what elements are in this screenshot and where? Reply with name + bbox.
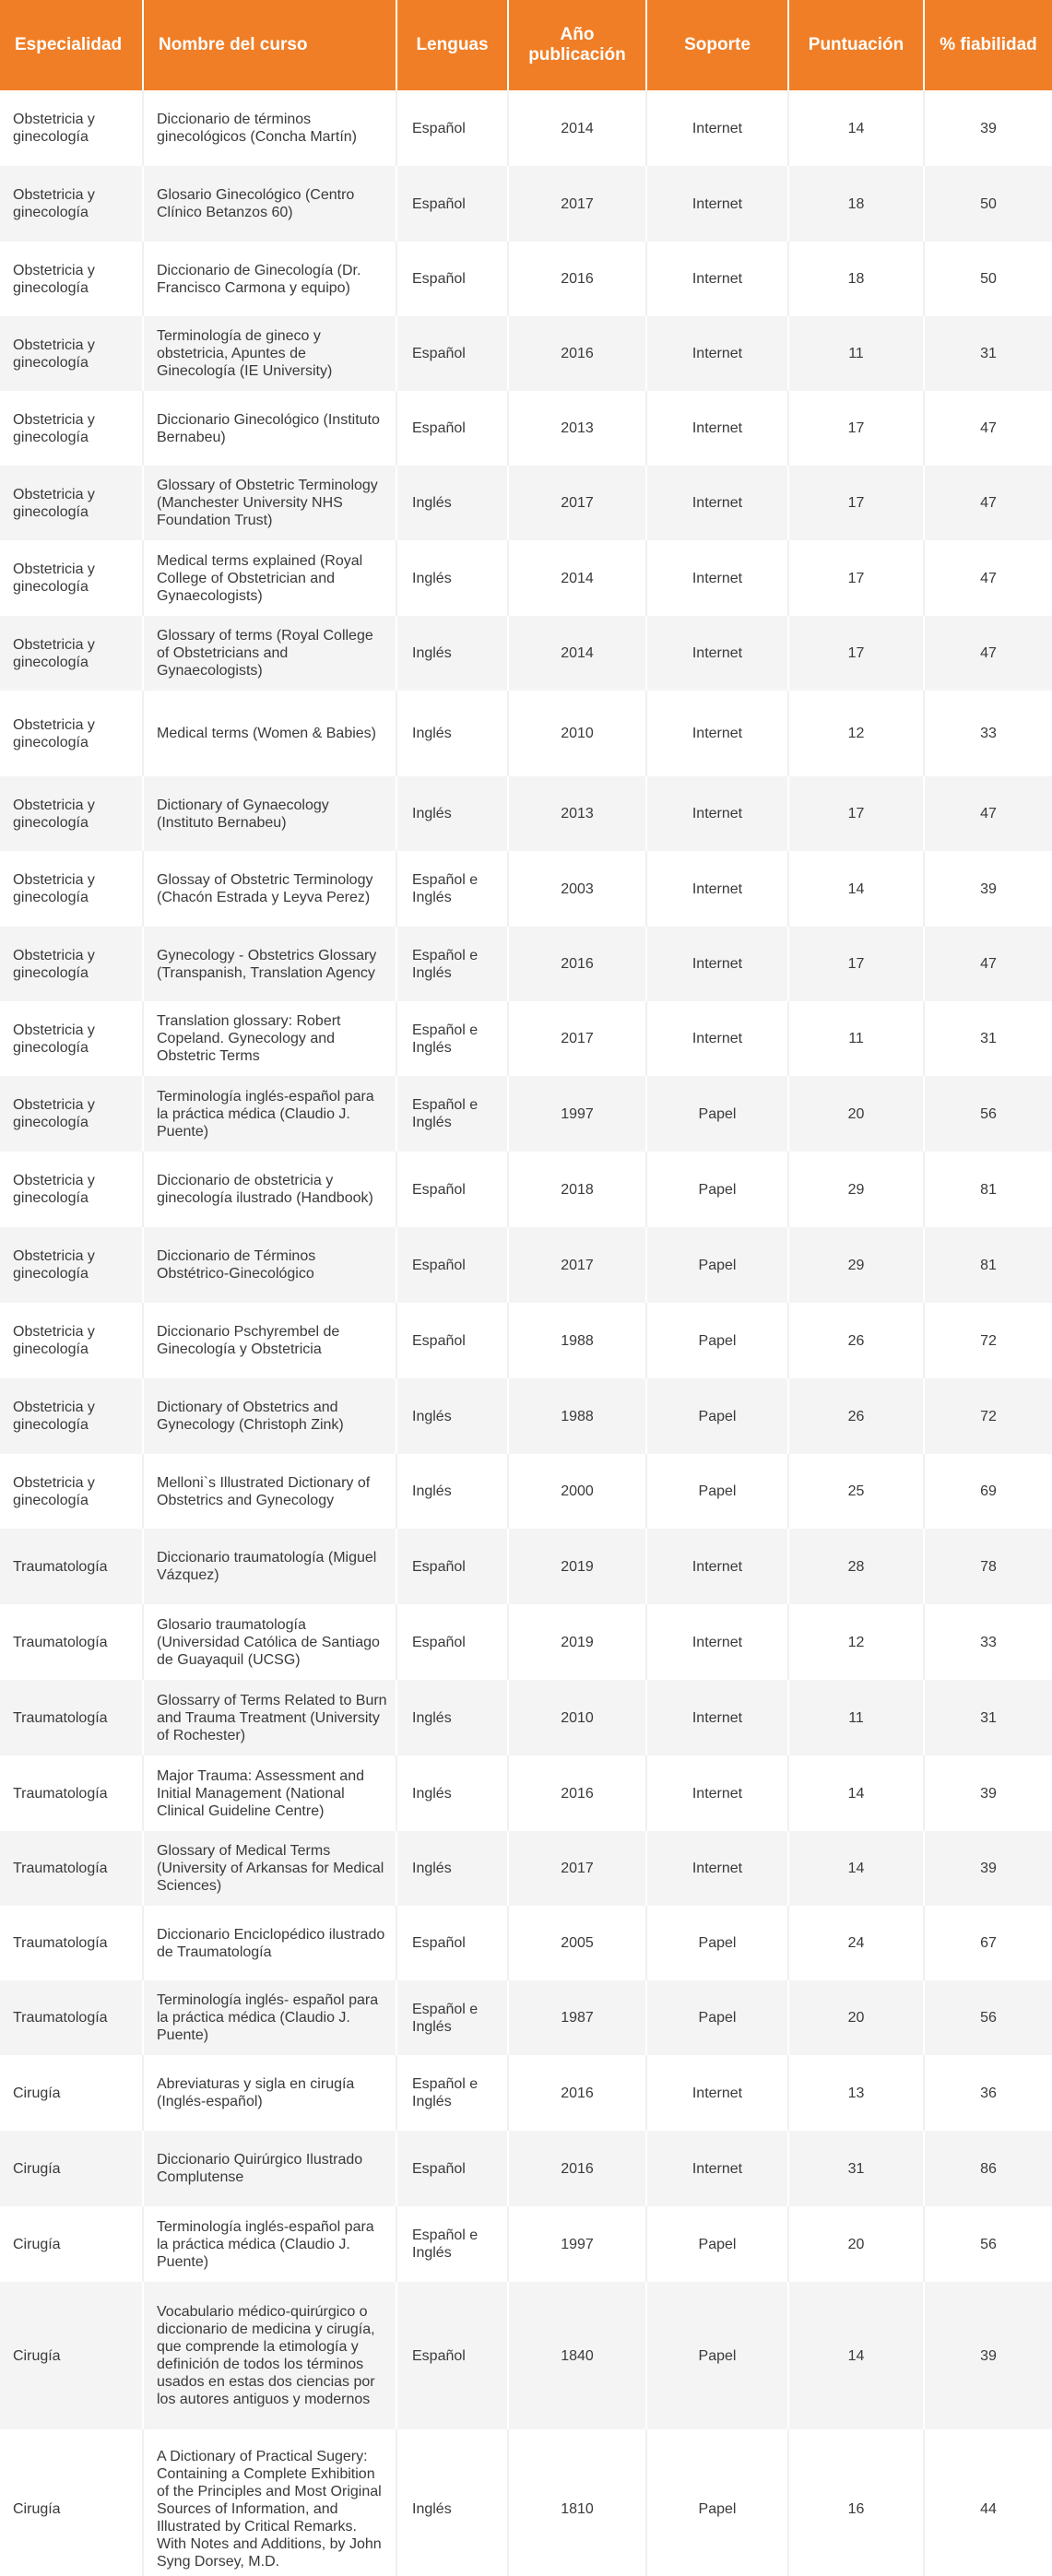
- table-row: [0, 1529, 1052, 1604]
- cell-soporte: Papel: [646, 1454, 788, 1529]
- table-row: [0, 1831, 1052, 1906]
- cell-puntuacion: 29: [788, 1152, 924, 1227]
- cell-nombre-curso: Dictionary of Obstetrics and Gynecology (Christoph Zink): [143, 1378, 396, 1454]
- cell-fiabilidad: 47: [924, 466, 1052, 540]
- cell-nombre-curso: Terminología inglés- español para la práctica médica (Claudio J. Puente): [143, 1980, 396, 2055]
- cell-fiabilidad: 69: [924, 1454, 1052, 1529]
- cell-nombre-curso: Glossarry of Terms Related to Burn and Trauma Treatment (University of Rochester): [143, 1680, 396, 1755]
- cell-fiabilidad: 47: [924, 927, 1052, 1001]
- cell-especialidad: Obstetricia y ginecología: [0, 927, 143, 1001]
- cell-puntuacion: 14: [788, 1755, 924, 1831]
- cell-fiabilidad: 86: [924, 2131, 1052, 2206]
- cell-anio: 1988: [508, 1303, 646, 1378]
- cell-nombre-curso: Diccionario de obstetricia y ginecología ilustrado (Handbook): [143, 1152, 396, 1227]
- cell-anio: 2016: [508, 1755, 646, 1831]
- cell-nombre-curso: Medical terms (Women & Babies): [143, 691, 396, 776]
- cell-lenguas: Español: [396, 90, 508, 166]
- cell-soporte: Papel: [646, 1906, 788, 1980]
- cell-lenguas: Inglés: [396, 540, 508, 616]
- cell-nombre-curso: Melloni`s Illustrated Dictionary of Obstetrics and Gynecology: [143, 1454, 396, 1529]
- cell-puntuacion: 28: [788, 1529, 924, 1604]
- cell-puntuacion: 24: [788, 1906, 924, 1980]
- cell-lenguas: Inglés: [396, 691, 508, 776]
- cell-fiabilidad: 67: [924, 1906, 1052, 1980]
- cell-anio: 1810: [508, 2429, 646, 2576]
- table-row: [0, 1980, 1052, 2055]
- cell-lenguas: Español e Inglés: [396, 2055, 508, 2131]
- cell-fiabilidad: 81: [924, 1227, 1052, 1303]
- cell-lenguas: Español: [396, 2131, 508, 2206]
- cell-especialidad: Traumatología: [0, 1831, 143, 1906]
- cell-puntuacion: 20: [788, 1980, 924, 2055]
- cell-especialidad: Cirugía: [0, 2206, 143, 2282]
- cell-puntuacion: 31: [788, 2131, 924, 2206]
- cell-especialidad: Obstetricia y ginecología: [0, 1378, 143, 1454]
- cell-nombre-curso: Diccionario Pschyrembel de Ginecología y Obstetricia: [143, 1303, 396, 1378]
- cell-fiabilidad: 44: [924, 2429, 1052, 2576]
- cell-soporte: Internet: [646, 2131, 788, 2206]
- cell-lenguas: Español: [396, 1529, 508, 1604]
- cell-soporte: Papel: [646, 2206, 788, 2282]
- cell-lenguas: Inglés: [396, 1378, 508, 1454]
- cell-puntuacion: 14: [788, 851, 924, 927]
- cell-fiabilidad: 81: [924, 1152, 1052, 1227]
- cell-soporte: Internet: [646, 2055, 788, 2131]
- cell-puntuacion: 20: [788, 2206, 924, 2282]
- cell-nombre-curso: Glosario traumatología (Universidad Católica de Santiago de Guayaquil (UCSG): [143, 1604, 396, 1680]
- cell-lenguas: Español e Inglés: [396, 1001, 508, 1076]
- cell-lenguas: Español: [396, 391, 508, 466]
- table-row: [0, 616, 1052, 691]
- cell-fiabilidad: 39: [924, 90, 1052, 166]
- table-row: [0, 166, 1052, 242]
- cell-fiabilidad: 50: [924, 166, 1052, 242]
- cell-puntuacion: 17: [788, 540, 924, 616]
- cell-fiabilidad: 56: [924, 1980, 1052, 2055]
- cell-soporte: Internet: [646, 391, 788, 466]
- header-puntuacion: Puntuación: [788, 0, 924, 90]
- cell-puntuacion: 11: [788, 316, 924, 391]
- cell-puntuacion: 11: [788, 1680, 924, 1755]
- cell-anio: 2016: [508, 316, 646, 391]
- cell-anio: 2016: [508, 242, 646, 316]
- cell-especialidad: Obstetricia y ginecología: [0, 1152, 143, 1227]
- cell-soporte: Internet: [646, 616, 788, 691]
- table-row: [0, 1454, 1052, 1529]
- cell-puntuacion: 17: [788, 927, 924, 1001]
- table-row: [0, 2206, 1052, 2282]
- cell-nombre-curso: Gynecology - Obstetrics Glossary (Transpanish, Translation Agency: [143, 927, 396, 1001]
- cell-fiabilidad: 33: [924, 691, 1052, 776]
- cell-especialidad: Obstetricia y ginecología: [0, 1001, 143, 1076]
- cell-anio: 2017: [508, 166, 646, 242]
- cell-especialidad: Obstetricia y ginecología: [0, 1227, 143, 1303]
- cell-fiabilidad: 33: [924, 1604, 1052, 1680]
- table-row: [0, 691, 1052, 776]
- table-row: [0, 1378, 1052, 1454]
- cell-anio: 2017: [508, 1227, 646, 1303]
- table-row: [0, 2282, 1052, 2429]
- cell-soporte: Internet: [646, 1604, 788, 1680]
- cell-especialidad: Obstetricia y ginecología: [0, 90, 143, 166]
- cell-soporte: Internet: [646, 691, 788, 776]
- cell-especialidad: Traumatología: [0, 1906, 143, 1980]
- cell-puntuacion: 29: [788, 1227, 924, 1303]
- cell-especialidad: Obstetricia y ginecología: [0, 391, 143, 466]
- table-row: [0, 466, 1052, 540]
- table-row: [0, 1303, 1052, 1378]
- cell-nombre-curso: Diccionario de Términos Obstétrico-Ginecológico: [143, 1227, 396, 1303]
- cell-nombre-curso: Diccionario de términos ginecológicos (Concha Martín): [143, 90, 396, 166]
- cell-especialidad: Obstetricia y ginecología: [0, 851, 143, 927]
- cell-lenguas: Español e Inglés: [396, 2206, 508, 2282]
- cell-lenguas: Inglés: [396, 1454, 508, 1529]
- cell-puntuacion: 17: [788, 776, 924, 851]
- cell-nombre-curso: Glossay of Obstetric Terminology (Chacón Estrada y Leyva Perez): [143, 851, 396, 927]
- cell-fiabilidad: 72: [924, 1378, 1052, 1454]
- cell-soporte: Papel: [646, 1378, 788, 1454]
- cell-lenguas: Inglés: [396, 1755, 508, 1831]
- cell-especialidad: Obstetricia y ginecología: [0, 776, 143, 851]
- cell-anio: 2017: [508, 1001, 646, 1076]
- cell-nombre-curso: Diccionario Quirúrgico Ilustrado Complutense: [143, 2131, 396, 2206]
- cell-puntuacion: 18: [788, 166, 924, 242]
- cell-lenguas: Español: [396, 316, 508, 391]
- cell-anio: 2016: [508, 2131, 646, 2206]
- cell-soporte: Papel: [646, 2282, 788, 2429]
- cell-nombre-curso: Glossary of Obstetric Terminology (Manchester University NHS Foundation Trust): [143, 466, 396, 540]
- table-row: [0, 1227, 1052, 1303]
- cell-fiabilidad: 50: [924, 242, 1052, 316]
- table-row: [0, 391, 1052, 466]
- cell-soporte: Internet: [646, 90, 788, 166]
- cell-puntuacion: 18: [788, 242, 924, 316]
- cell-fiabilidad: 47: [924, 391, 1052, 466]
- header-especialidad: Especialidad: [0, 0, 143, 90]
- cell-especialidad: Obstetricia y ginecología: [0, 1303, 143, 1378]
- cell-soporte: Papel: [646, 1076, 788, 1152]
- cell-fiabilidad: 78: [924, 1529, 1052, 1604]
- cell-soporte: Papel: [646, 2429, 788, 2576]
- table-row: [0, 851, 1052, 927]
- cell-nombre-curso: Terminología inglés-español para la práctica médica (Claudio J. Puente): [143, 1076, 396, 1152]
- cell-puntuacion: 13: [788, 2055, 924, 2131]
- cell-lenguas: Español: [396, 1152, 508, 1227]
- table-row: [0, 1680, 1052, 1755]
- cell-especialidad: Obstetricia y ginecología: [0, 540, 143, 616]
- cell-puntuacion: 12: [788, 691, 924, 776]
- cell-lenguas: Inglés: [396, 2429, 508, 2576]
- header-soporte: Soporte: [646, 0, 788, 90]
- cell-anio: 2018: [508, 1152, 646, 1227]
- cell-soporte: Internet: [646, 1680, 788, 1755]
- cell-fiabilidad: 39: [924, 1755, 1052, 1831]
- cell-especialidad: Obstetricia y ginecología: [0, 316, 143, 391]
- cell-nombre-curso: Medical terms explained (Royal College of Obstetrician and Gynaecologists): [143, 540, 396, 616]
- header-anio-publicacion: Año publicación: [508, 0, 646, 90]
- cell-anio: 2010: [508, 1680, 646, 1755]
- cell-fiabilidad: 31: [924, 1680, 1052, 1755]
- cell-especialidad: Traumatología: [0, 1980, 143, 2055]
- cell-anio: 2019: [508, 1529, 646, 1604]
- header-nombre-curso: Nombre del curso: [143, 0, 396, 90]
- cell-soporte: Internet: [646, 1755, 788, 1831]
- cell-fiabilidad: 47: [924, 616, 1052, 691]
- table-row: [0, 1906, 1052, 1980]
- cell-nombre-curso: Diccionario Ginecológico (Instituto Bernabeu): [143, 391, 396, 466]
- cell-lenguas: Inglés: [396, 776, 508, 851]
- cell-lenguas: Español e Inglés: [396, 927, 508, 1001]
- cell-anio: 2013: [508, 776, 646, 851]
- cell-puntuacion: 17: [788, 616, 924, 691]
- cell-lenguas: Español: [396, 1303, 508, 1378]
- cell-soporte: Papel: [646, 1227, 788, 1303]
- table-row: [0, 316, 1052, 391]
- cell-puntuacion: 14: [788, 1831, 924, 1906]
- header-lenguas: Lenguas: [396, 0, 508, 90]
- cell-soporte: Internet: [646, 1831, 788, 1906]
- cell-lenguas: Inglés: [396, 1831, 508, 1906]
- cell-fiabilidad: 72: [924, 1303, 1052, 1378]
- cell-nombre-curso: Terminología inglés-español para la práctica médica (Claudio J. Puente): [143, 2206, 396, 2282]
- cell-anio: 2016: [508, 2055, 646, 2131]
- cell-nombre-curso: Vocabulario médico-quirúrgico o diccionario de medicina y cirugía, que comprende la etimología y definición de todos los términos usados en estas dos ciencias por los autores antiguos y modernos: [143, 2282, 396, 2429]
- cell-especialidad: Obstetricia y ginecología: [0, 1454, 143, 1529]
- cell-especialidad: Obstetricia y ginecología: [0, 242, 143, 316]
- cell-soporte: Papel: [646, 1152, 788, 1227]
- table-body: [0, 90, 1052, 2576]
- cell-nombre-curso: Major Trauma: Assessment and Initial Management (National Clinical Guideline Centre): [143, 1755, 396, 1831]
- cell-soporte: Internet: [646, 1001, 788, 1076]
- cell-lenguas: Inglés: [396, 466, 508, 540]
- cell-fiabilidad: 36: [924, 2055, 1052, 2131]
- cell-nombre-curso: Glossary of Medical Terms (University of Arkansas for Medical Sciences): [143, 1831, 396, 1906]
- cell-anio: 2010: [508, 691, 646, 776]
- header-fiabilidad: % fiabilidad: [924, 0, 1052, 90]
- cell-especialidad: Obstetricia y ginecología: [0, 1076, 143, 1152]
- table-row: [0, 1076, 1052, 1152]
- cell-lenguas: Español: [396, 242, 508, 316]
- table-row: [0, 2055, 1052, 2131]
- table-row: [0, 1755, 1052, 1831]
- cell-nombre-curso: Diccionario de Ginecología (Dr. Francisco Carmona y equipo): [143, 242, 396, 316]
- cell-especialidad: Obstetricia y ginecología: [0, 466, 143, 540]
- cell-soporte: Internet: [646, 851, 788, 927]
- cell-soporte: Papel: [646, 1303, 788, 1378]
- cell-nombre-curso: Glossary of terms (Royal College of Obstetricians and Gynaecologists): [143, 616, 396, 691]
- cell-especialidad: Cirugía: [0, 2429, 143, 2576]
- table-header-row: [0, 0, 1052, 90]
- table-row: [0, 2131, 1052, 2206]
- cell-soporte: Internet: [646, 466, 788, 540]
- cell-puntuacion: 26: [788, 1378, 924, 1454]
- cell-nombre-curso: Diccionario traumatología (Miguel Vázquez): [143, 1529, 396, 1604]
- cell-especialidad: Cirugía: [0, 2055, 143, 2131]
- cell-especialidad: Traumatología: [0, 1604, 143, 1680]
- table-row: [0, 1001, 1052, 1076]
- table-row: [0, 2429, 1052, 2576]
- cell-lenguas: Inglés: [396, 616, 508, 691]
- cell-puntuacion: 17: [788, 466, 924, 540]
- cell-anio: 2017: [508, 466, 646, 540]
- cell-anio: 1987: [508, 1980, 646, 2055]
- cell-especialidad: Cirugía: [0, 2131, 143, 2206]
- cell-puntuacion: 14: [788, 90, 924, 166]
- cell-puntuacion: 20: [788, 1076, 924, 1152]
- cell-soporte: Internet: [646, 316, 788, 391]
- cell-fiabilidad: 56: [924, 2206, 1052, 2282]
- cell-fiabilidad: 47: [924, 776, 1052, 851]
- cell-anio: 1840: [508, 2282, 646, 2429]
- table-row: [0, 927, 1052, 1001]
- cell-lenguas: Español: [396, 166, 508, 242]
- cell-lenguas: Inglés: [396, 1680, 508, 1755]
- table-row: [0, 90, 1052, 166]
- cell-anio: 1997: [508, 1076, 646, 1152]
- cell-anio: 2014: [508, 90, 646, 166]
- cell-soporte: Internet: [646, 166, 788, 242]
- table-row: [0, 776, 1052, 851]
- table-row: [0, 1604, 1052, 1680]
- cell-soporte: Internet: [646, 1529, 788, 1604]
- cell-nombre-curso: Terminología de gineco y obstetricia, Apuntes de Ginecología (IE University): [143, 316, 396, 391]
- cell-nombre-curso: Diccionario Enciclopédico ilustrado de Traumatología: [143, 1906, 396, 1980]
- cell-lenguas: Español: [396, 2282, 508, 2429]
- cell-nombre-curso: Dictionary of Gynaecology (Instituto Bernabeu): [143, 776, 396, 851]
- cell-especialidad: Traumatología: [0, 1755, 143, 1831]
- cell-fiabilidad: 31: [924, 316, 1052, 391]
- cell-fiabilidad: 31: [924, 1001, 1052, 1076]
- cell-soporte: Internet: [646, 242, 788, 316]
- cell-especialidad: Traumatología: [0, 1680, 143, 1755]
- cell-puntuacion: 14: [788, 2282, 924, 2429]
- cell-lenguas: Español e Inglés: [396, 1076, 508, 1152]
- cell-puntuacion: 16: [788, 2429, 924, 2576]
- table-row: [0, 1152, 1052, 1227]
- cell-anio: 2000: [508, 1454, 646, 1529]
- cell-especialidad: Obstetricia y ginecología: [0, 691, 143, 776]
- cell-lenguas: Español e Inglés: [396, 1980, 508, 2055]
- cell-anio: 2003: [508, 851, 646, 927]
- cell-puntuacion: 25: [788, 1454, 924, 1529]
- table-row: [0, 540, 1052, 616]
- table-row: [0, 242, 1052, 316]
- cell-fiabilidad: 47: [924, 540, 1052, 616]
- cell-nombre-curso: A Dictionary of Practical Sugery: Containing a Complete Exhibition of the Principles and Most Original Sources of Information, and Illustrated by Critical Remarks. With Notes and Additions, by John Syng Dorsey, M.D.: [143, 2429, 396, 2576]
- cell-especialidad: Obstetricia y ginecología: [0, 616, 143, 691]
- cell-anio: 2013: [508, 391, 646, 466]
- cell-nombre-curso: Translation glossary: Robert Copeland. Gynecology and Obstetric Terms: [143, 1001, 396, 1076]
- cell-especialidad: Cirugía: [0, 2282, 143, 2429]
- cell-lenguas: Español: [396, 1227, 508, 1303]
- cell-anio: 1997: [508, 2206, 646, 2282]
- cell-anio: 2016: [508, 927, 646, 1001]
- cell-puntuacion: 26: [788, 1303, 924, 1378]
- cell-lenguas: Español e Inglés: [396, 851, 508, 927]
- cell-fiabilidad: 39: [924, 1831, 1052, 1906]
- cell-soporte: Papel: [646, 1980, 788, 2055]
- cell-puntuacion: 17: [788, 391, 924, 466]
- cell-especialidad: Traumatología: [0, 1529, 143, 1604]
- cell-fiabilidad: 39: [924, 851, 1052, 927]
- cell-lenguas: Español: [396, 1906, 508, 1980]
- cell-fiabilidad: 39: [924, 2282, 1052, 2429]
- cell-nombre-curso: Glosario Ginecológico (Centro Clínico Betanzos 60): [143, 166, 396, 242]
- cell-anio: 1988: [508, 1378, 646, 1454]
- cell-anio: 2014: [508, 540, 646, 616]
- cell-soporte: Internet: [646, 540, 788, 616]
- cell-anio: 2005: [508, 1906, 646, 1980]
- cell-puntuacion: 11: [788, 1001, 924, 1076]
- cell-anio: 2014: [508, 616, 646, 691]
- cell-anio: 2017: [508, 1831, 646, 1906]
- cell-soporte: Internet: [646, 927, 788, 1001]
- cell-soporte: Internet: [646, 776, 788, 851]
- cell-anio: 2019: [508, 1604, 646, 1680]
- cell-fiabilidad: 56: [924, 1076, 1052, 1152]
- cell-lenguas: Español: [396, 1604, 508, 1680]
- cell-puntuacion: 12: [788, 1604, 924, 1680]
- cell-nombre-curso: Abreviaturas y sigla en cirugía (Inglés-español): [143, 2055, 396, 2131]
- cell-especialidad: Obstetricia y ginecología: [0, 166, 143, 242]
